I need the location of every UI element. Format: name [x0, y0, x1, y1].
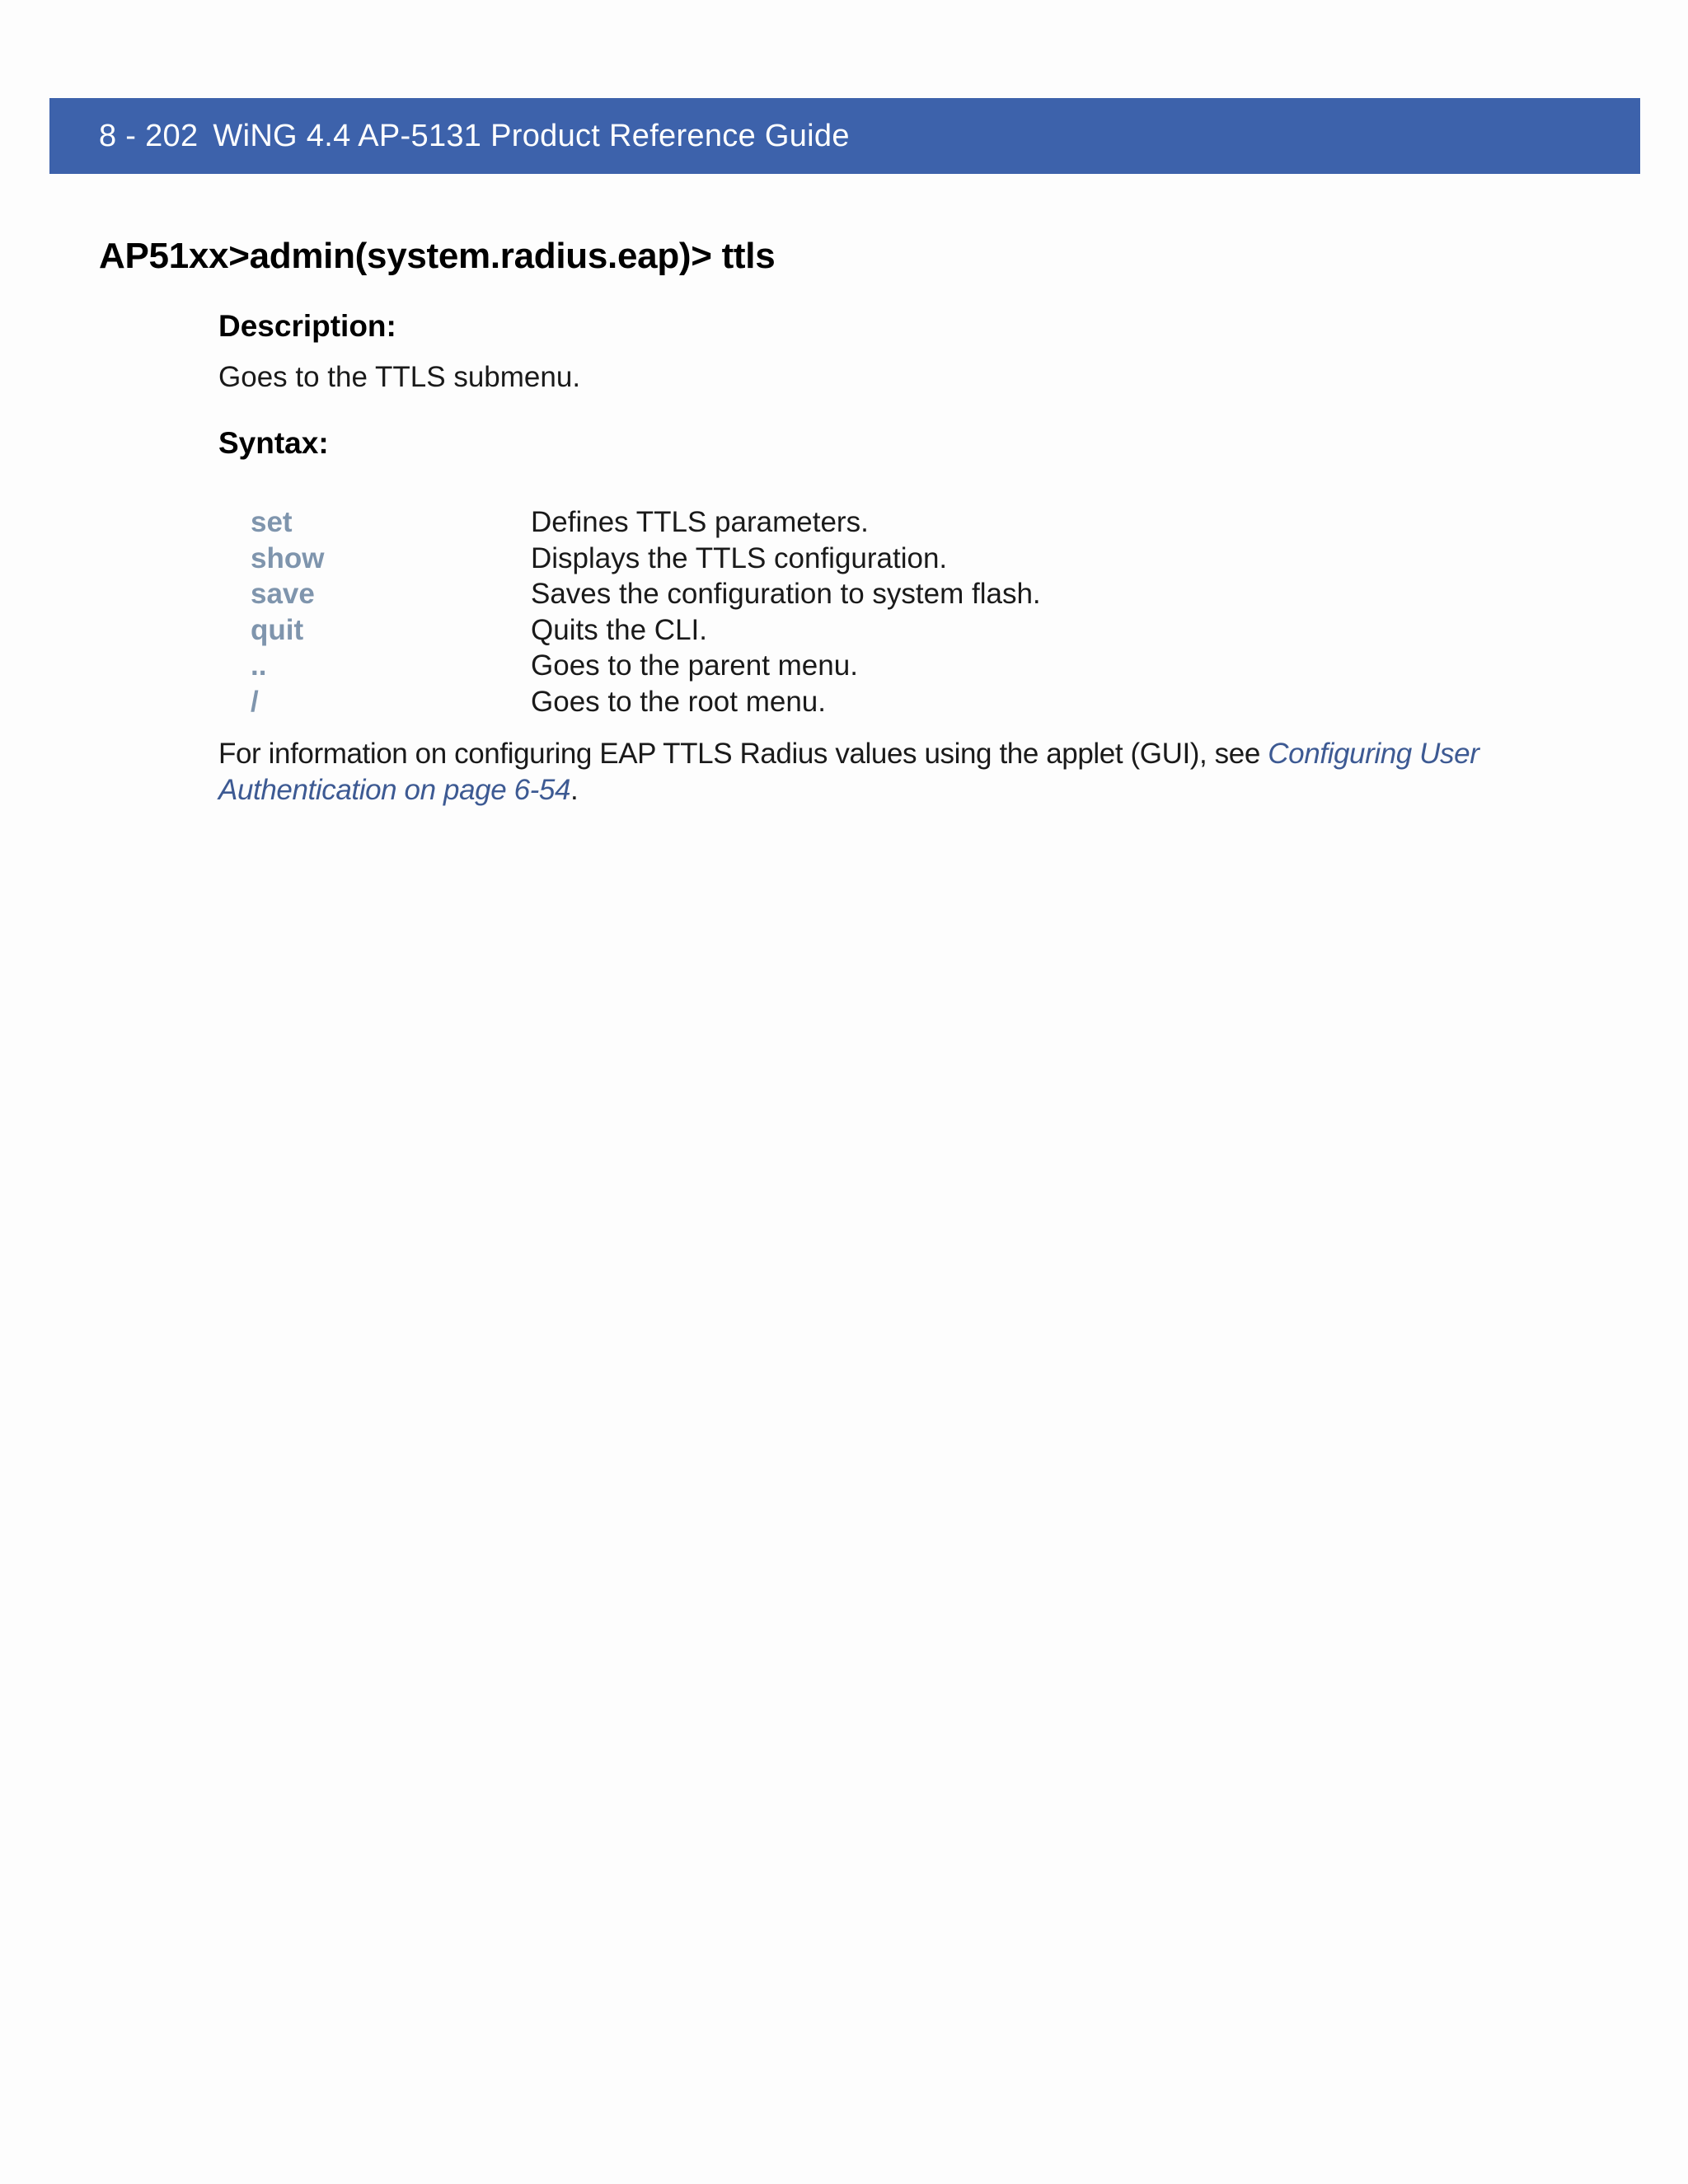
command-title: AP51xx>admin(system.radius.eap)> ttls [99, 236, 776, 276]
syntax-row-save [235, 576, 1545, 612]
info-text: For information on configuring EAP TTLS Radius values using the applet (GUI), see [218, 738, 1268, 770]
syntax-row-set [235, 504, 1545, 541]
info-paragraph [218, 736, 1570, 808]
syntax-row-show [235, 541, 1545, 577]
syntax-row-quit [235, 612, 1545, 649]
syntax-row-parent [235, 648, 1545, 684]
info-text-end: . [570, 774, 579, 806]
syntax-description: Goes to the parent menu. [531, 649, 858, 682]
syntax-table [235, 504, 1545, 719]
syntax-command: save [251, 578, 315, 610]
page-header-bar [49, 98, 1640, 174]
syntax-description: Displays the TTLS configuration. [531, 541, 948, 574]
guide-title: WiNG 4.4 AP-5131 Product Reference Guide [213, 119, 850, 153]
syntax-description: Saves the configuration to system flash. [531, 578, 1041, 610]
syntax-command: set [251, 506, 293, 538]
page-number: 8 - 202 [99, 119, 199, 153]
syntax-heading: Syntax: [218, 426, 329, 460]
description-heading: Description: [218, 309, 396, 343]
syntax-row-root [235, 684, 1545, 720]
syntax-command: show [251, 541, 325, 574]
syntax-command: quit [251, 613, 304, 646]
syntax-description: Defines TTLS parameters. [531, 506, 869, 538]
description-text: Goes to the TTLS submenu. [218, 361, 581, 393]
header-text [99, 98, 850, 174]
configuring-user-authentication-link[interactable]: Configuring User Authentication on page 6-54 [218, 738, 1479, 806]
syntax-command: / [251, 685, 259, 718]
syntax-command: .. [251, 649, 267, 682]
syntax-description: Quits the CLI. [531, 613, 707, 646]
syntax-description: Goes to the root menu. [531, 685, 826, 718]
